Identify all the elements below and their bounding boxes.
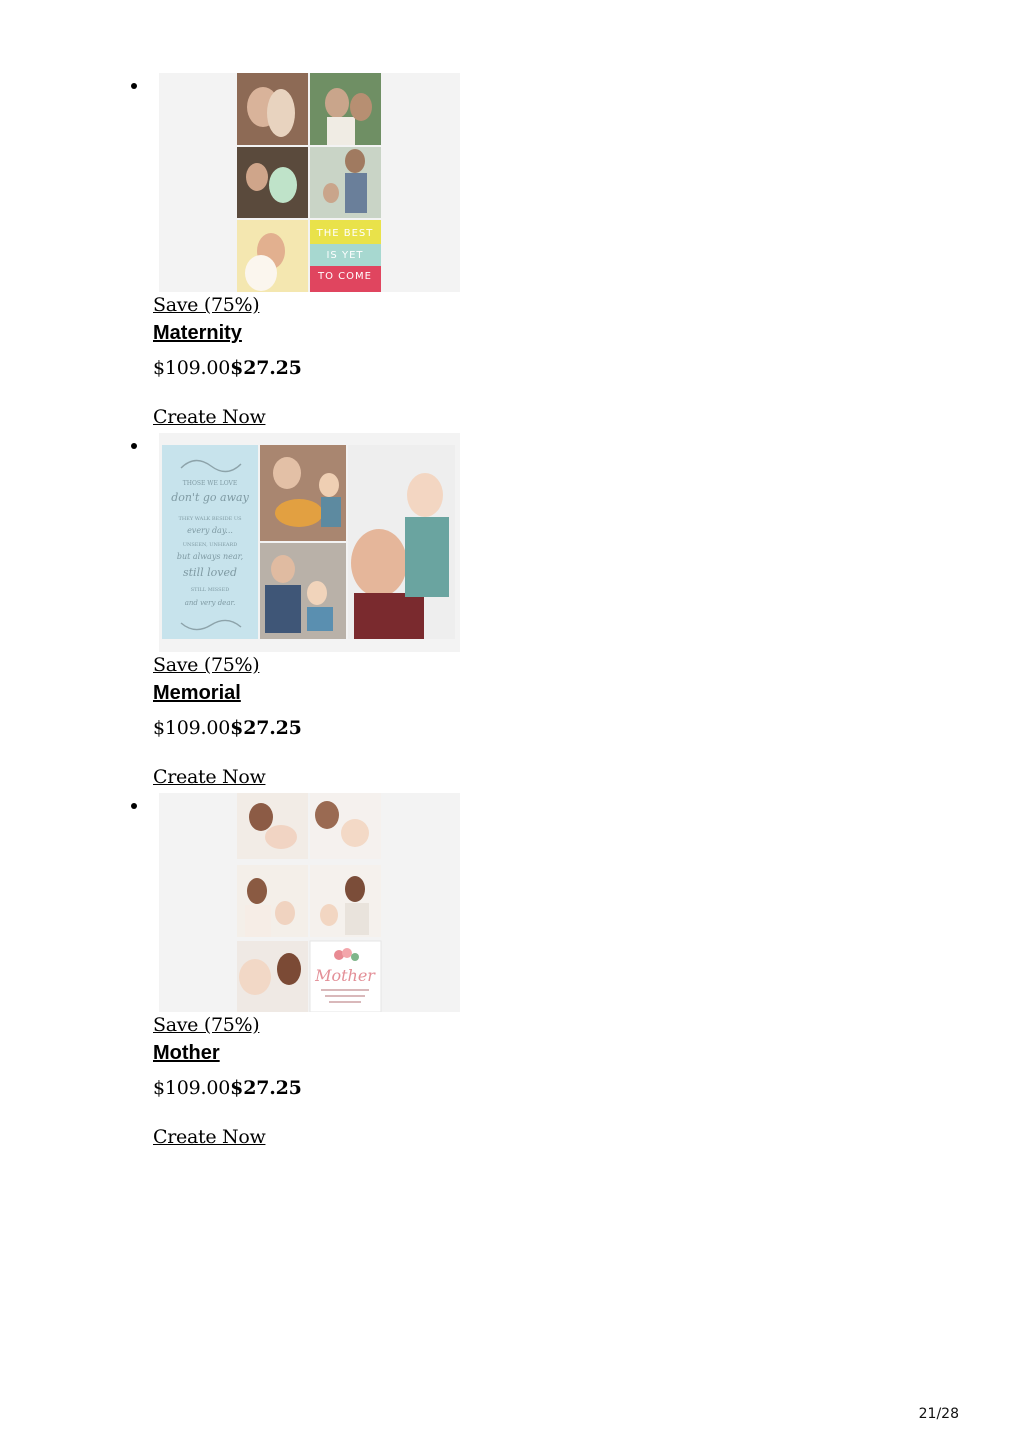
sale-price: $27.25 xyxy=(230,717,302,739)
mother-collage-image xyxy=(159,793,460,1012)
create-now-link[interactable]: Create Now xyxy=(153,406,266,428)
image-text-line: THEY WALK BESIDE US xyxy=(178,516,242,522)
list-bullet xyxy=(131,803,137,809)
product-image-mother[interactable] xyxy=(159,793,460,1012)
image-text-line: STILL MISSED xyxy=(190,587,230,593)
image-text-line: every day... xyxy=(187,526,233,535)
save-discount-link[interactable]: Save (75%) xyxy=(153,1014,260,1036)
product-image-memorial[interactable] xyxy=(159,433,460,652)
product-item-maternity xyxy=(0,73,520,433)
image-text-line: still loved xyxy=(182,566,238,579)
memorial-collage-image xyxy=(159,433,460,652)
product-title-link[interactable]: Memorial xyxy=(153,682,241,704)
price xyxy=(153,1075,302,1101)
product-title-link[interactable]: Mother xyxy=(153,1042,220,1064)
original-price: $109.00 xyxy=(153,717,231,739)
image-text-line: but always near, xyxy=(176,552,244,561)
image-text-line: and very dear. xyxy=(184,599,236,607)
product-item-memorial xyxy=(0,433,520,793)
save-discount-link[interactable]: Save (75%) xyxy=(153,654,260,676)
image-text-line: TO COME xyxy=(318,271,372,282)
maternity-collage-image xyxy=(159,73,460,292)
sale-price: $27.25 xyxy=(230,1077,302,1099)
list-bullet xyxy=(131,83,137,89)
product-title-link[interactable]: Maternity xyxy=(153,322,242,344)
original-price: $109.00 xyxy=(153,1077,231,1099)
image-text-line: IS YET xyxy=(326,250,364,261)
image-text-line: don't go away xyxy=(171,491,249,504)
list-bullet xyxy=(131,443,137,449)
image-text-line: UNSEEN, UNHEARD xyxy=(182,542,238,548)
original-price: $109.00 xyxy=(153,357,231,379)
image-text-line: Mother xyxy=(315,966,375,985)
sale-price: $27.25 xyxy=(230,357,302,379)
price xyxy=(153,715,302,741)
price xyxy=(153,355,302,381)
image-text-line: THE BEST xyxy=(316,228,374,239)
page-number: 21/28 xyxy=(918,1406,959,1422)
create-now-link[interactable]: Create Now xyxy=(153,1126,266,1148)
image-text-line: THOSE WE LOVE xyxy=(182,480,238,487)
save-discount-link[interactable]: Save (75%) xyxy=(153,294,260,316)
product-item-mother xyxy=(0,793,520,1153)
create-now-link[interactable]: Create Now xyxy=(153,766,266,788)
product-image-maternity[interactable] xyxy=(159,73,460,292)
